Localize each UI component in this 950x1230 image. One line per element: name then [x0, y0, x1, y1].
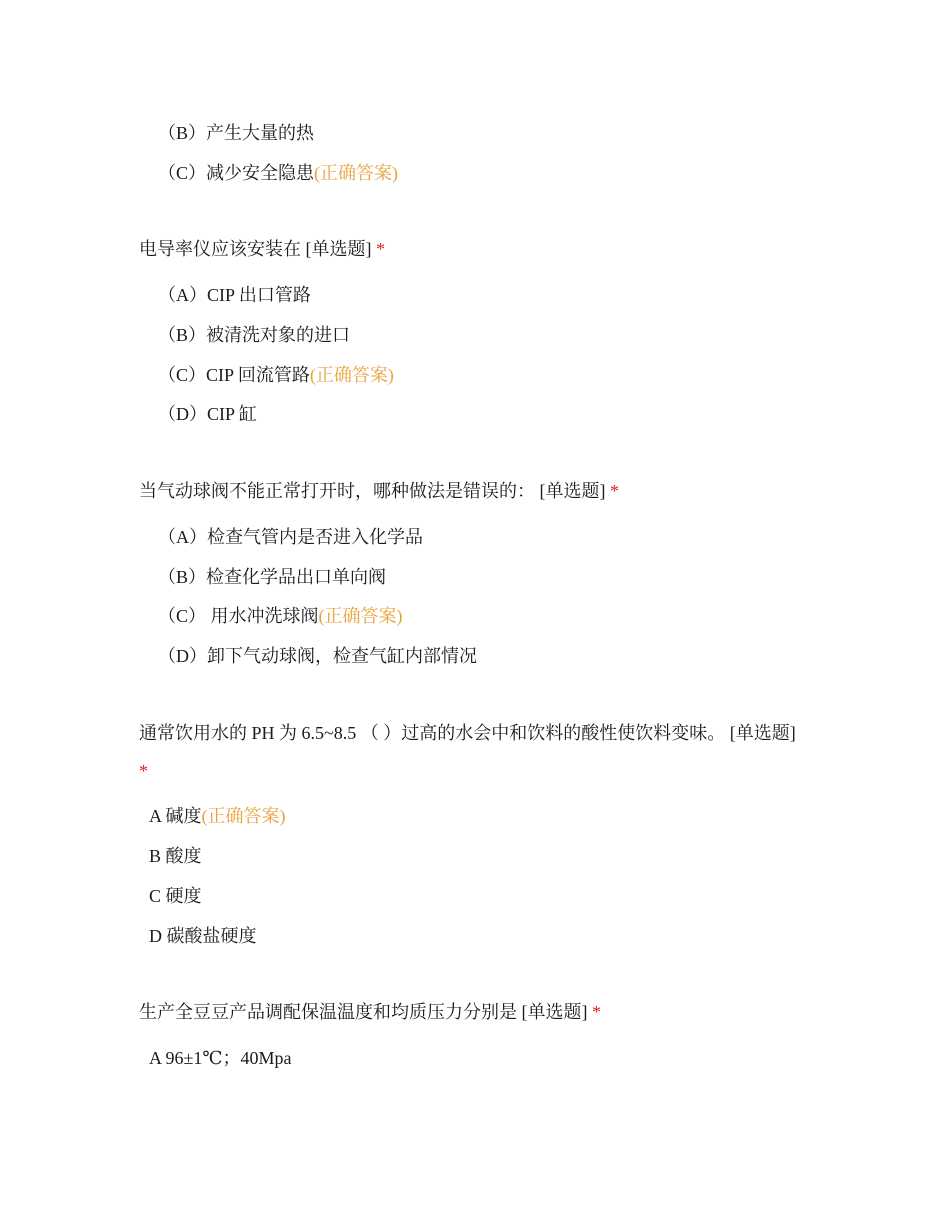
q2-option-d — [158, 644, 477, 668]
option-text: A 碱度 — [149, 806, 202, 826]
q3-option-b — [149, 844, 202, 868]
option-text: （D）卸下气动球阀，检查气缸内部情况 — [158, 646, 477, 666]
q3-option-c — [149, 884, 202, 908]
option-text: （C）CIP 回流管路 — [158, 365, 310, 385]
q2-option-b — [158, 565, 386, 589]
q2-option-a — [158, 525, 423, 549]
q3-option-d — [149, 924, 257, 948]
question-text: 通常饮用水的 PH 为 6.5~8.5 （ ）过高的水会中和饮料的酸性使饮料变味。 [单选题] — [139, 723, 796, 743]
q1-option-d — [158, 402, 257, 426]
option-text: B 酸度 — [149, 846, 202, 866]
question-text: 生产全豆豆产品调配保温温度和均质压力分别是 [单选题] — [139, 1002, 588, 1022]
correct-answer-marker: (正确答案) — [318, 606, 403, 626]
question-text: 电导率仪应该安装在 [单选题] — [139, 239, 372, 259]
q3-option-a — [149, 804, 286, 828]
option-text: D 碳酸盐硬度 — [149, 926, 257, 946]
required-marker: * — [376, 239, 385, 259]
q3-title — [139, 714, 804, 790]
q4-title — [139, 1000, 601, 1024]
option-text: （C）减少安全隐患 — [158, 163, 315, 183]
q2-option-c — [158, 604, 403, 628]
q1-title — [139, 237, 385, 261]
option-text: C 硬度 — [149, 886, 202, 906]
q0-option-c — [158, 161, 398, 185]
q0-option-b — [158, 121, 314, 145]
option-text: A 96±1℃；40Mpa — [149, 1048, 292, 1068]
option-text: （B）产生大量的热 — [158, 123, 315, 143]
q1-option-b — [158, 323, 350, 347]
option-text: （B）被清洗对象的进口 — [158, 325, 351, 345]
option-text: （A）CIP 出口管路 — [158, 285, 311, 305]
correct-answer-marker: (正确答案) — [314, 163, 399, 183]
required-marker: * — [592, 1002, 601, 1022]
q4-option-a — [149, 1046, 292, 1070]
required-marker: * — [139, 761, 148, 781]
correct-answer-marker: (正确答案) — [309, 365, 394, 385]
required-marker: * — [610, 481, 619, 501]
option-text: （B）检查化学品出口单向阀 — [158, 567, 387, 587]
correct-answer-marker: (正确答案) — [201, 806, 286, 826]
q2-title — [139, 479, 619, 503]
option-text: （D）CIP 缸 — [158, 404, 257, 424]
q1-option-a — [158, 283, 311, 307]
option-text: （A）检查气管内是否进入化学品 — [158, 527, 423, 547]
question-text: 当气动球阀不能正常打开时，哪种做法是错误的： [单选题] — [139, 481, 606, 501]
q1-option-c — [158, 363, 394, 387]
option-text: （C） 用水冲洗球阀 — [158, 606, 319, 626]
